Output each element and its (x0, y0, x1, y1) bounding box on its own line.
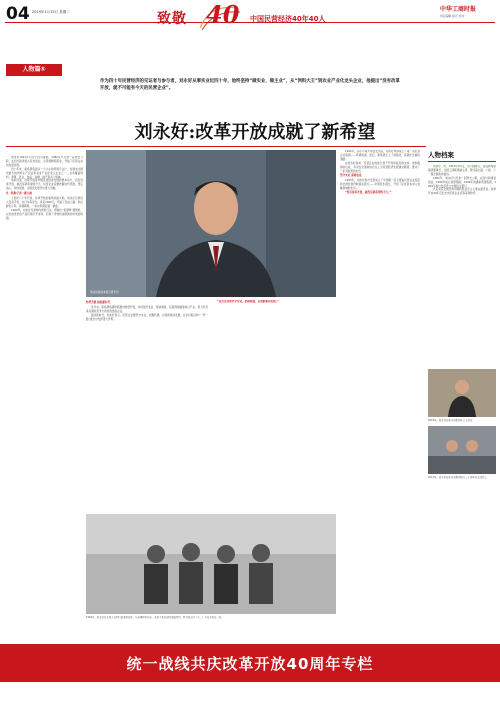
intro-paragraph: 刘永好说，改革开放是中国民营经济发展的根本动力，没有改革开放，就没有新希望的今天。民营企业家要把握时代机遇，坚定信心，持续创新，为国家发展作出更大贡献。 (6, 179, 83, 191)
sidebar-photo-2 (428, 426, 496, 474)
footer-banner-text: 统一战线共庆改革开放40周年专栏 (126, 655, 374, 673)
body-paragraph: 在刘永好看来，民营企业的成长离不开党和政府的支持。他积极参政议政，多次在全国政协会议上为民营经济发展建言献策，推动了一系列政策的出台。 (340, 161, 420, 173)
subhead: 转型升级 拥抱新时代 (86, 301, 111, 304)
body-paragraph: 近年来，新希望集团积极推进转型升级，布局现代农业、智能制造、互联网金融等新兴产业，努力打造具有国际竞争力的农牧食品企业。 (86, 305, 208, 313)
article-column-1 (6, 156, 83, 511)
logo-zhijing: 致敬 (157, 11, 187, 27)
body-paragraph: 1992年，邓小平南方谈话发表后，刘永好申请成立了第一家私营企业集团——希望集团。此后，新希望走上了规模化、集团化发展的道路。 (340, 150, 420, 161)
body-paragraph: 1989年，刘永好兄弟转向饲料行业，研制出“希望牌”猪饲料，以优质低价的产品迅速打开市场，打破了洋饲料垄断国内市场的局面。 (6, 208, 83, 220)
article-column-3 (86, 300, 208, 510)
sidebar-photo-1-illustration (428, 369, 496, 417)
portrait-illustration (86, 150, 336, 297)
main-photo (86, 150, 336, 297)
intro-paragraph: 刘永好1951年出生于四川成都，1982年与兄弟一起辞去公职，在四川新津县古家村创业，从养殖鹌鹑起步，开始了民营企业的发展历程。 (6, 156, 83, 167)
profile-sidebar (428, 150, 496, 638)
sidebar-paragraph: 刘永好，男，1951年9月生，四川成都人。现任新希望集团董事长，全国工商联原副主席，曾任第九届、十届、十一届全国政协委员。 (428, 165, 496, 176)
historic-photo-caption: 1982年，刘永好兄弟四人在四川新津县创业，从养殖鹌鹑起步，开始了新希望的发展历程。图为刘永好（左二）与兄弟们在一起。 (86, 616, 224, 619)
headline-rule (6, 146, 426, 147)
subhead: 从一粒种子到一棵大树 (6, 192, 32, 196)
intro-paragraph: 四十年来，新希望集团从一个小小的养殖专业户，发展成为国内最大的饲料生产企业和农业产业化龙头企业之一，业务覆盖饲料、养殖、乳业、食品、金融、地产等多个领域。 (6, 167, 83, 179)
pull-quote: “没有改革开放，就没有新希望的今天。” (345, 191, 392, 195)
sidebar-photo-1 (428, 369, 496, 417)
headline: 刘永好:改革开放成就了新希望 (134, 122, 376, 143)
editor-line: 责任编辑 版式 校对 (440, 14, 465, 18)
historic-photo (86, 514, 336, 614)
sidebar-paragraph: 先后荣获全国优秀中国特色社会主义事业建设者、改革开放40年百名杰出民营企业家等荣誉称号。 (428, 188, 496, 196)
forty-emblem (196, 2, 248, 32)
sidebar-photo-2-illustration (428, 426, 496, 474)
sidebar-text (428, 165, 496, 365)
historic-photo-illustration (86, 514, 336, 614)
body-paragraph: 上世纪八十年代初，改革开放的春风吹遍大地。刘永好兄弟四人变卖手表、自行车等家当，凑足1000元，开始了创业之路。他们孵化小鸡、养殖鹌鹑，一步步积累起第一桶金。 (6, 197, 83, 208)
sidebar-title: 人物档案 (428, 150, 496, 162)
pull-quote: “民营企业要坚守实业，把握机遇，以创新驱动发展。” (217, 300, 279, 303)
sidebar-paragraph: 1982年，刘永好与兄弟一起辞去公职，在四川新津县创业。1992年成立希望集团，1996年创建新希望集团，1993年参与发起设立中国民生银行。 (428, 176, 496, 188)
page-number: 04 (6, 4, 30, 24)
section-label (6, 64, 62, 76)
forty-number: 40 (206, 0, 240, 29)
paper-name: 中华工商时报 (440, 6, 477, 13)
body-paragraph: 1993年，刘永好参与发起成立了中国第一家主要由民营企业投资的全国性股份制商业银行——中国民生银行，开创了民营资本进入金融领域的先河。 (340, 179, 420, 191)
issue-date: 2019年1月15日 星期二 (32, 10, 70, 14)
main-photo-caption: 刘永好接受本报记者专访 (90, 290, 119, 294)
footer-banner (0, 644, 500, 682)
intro-text: 作为四十年民营经济的见证者与参与者，刘永好从事实业近四十年，始终坚持“做实业、做主业”，从“饲料大王”到农业产业化龙头企业，他提出“没有改革开放，就不可能有今天的民营企业”。 (100, 79, 400, 91)
section-label-text: 人物篇⑤ (22, 66, 46, 73)
banner-title: 中国民营经济40年40人 (250, 15, 326, 23)
sidebar-photo-2-caption: 2013年，刘永好在新希望集团成立三十周年纪念活动上 (428, 476, 487, 480)
page-header (0, 0, 500, 40)
sidebar-photo-1-caption: 2018年，刘永好在新希望集团年会上讲话 (428, 419, 473, 422)
article-column-4 (212, 300, 336, 510)
body-paragraph: 面对新时代，刘永好表示，民营企业要坚守实业，把握机遇，以创新驱动发展，在乡村振兴和“一带一路”建设中发挥更大作用。 (86, 313, 208, 321)
subhead: 坚守实业 深耕农业 (340, 174, 362, 178)
article-column-2 (340, 150, 420, 510)
